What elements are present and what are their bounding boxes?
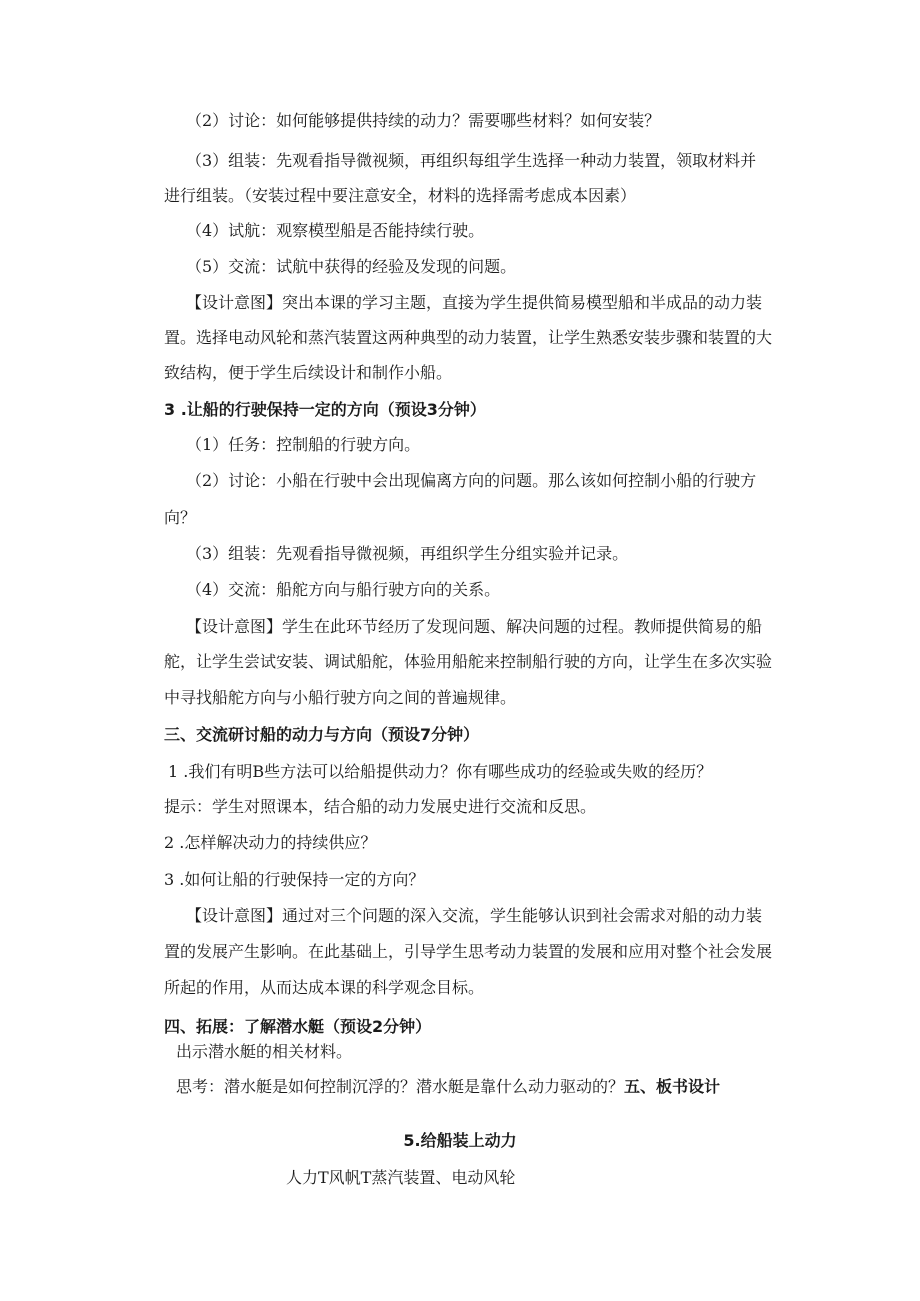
direction-discuss: （2）讨论：小船在行驶中会出现偏离方向的问题。那么该如何控制小船的行驶方 — [186, 471, 757, 490]
section-heading-five: 五、板书设计 — [624, 1077, 721, 1096]
direction-exchange: （4）交流：船舵方向与船行驶方向的关系。 — [186, 580, 501, 599]
thinking-question: 思考：潜水艇是如何控制沉浮的？潜水艇是靠什么动力驱动的？五、板书设计 — [176, 1077, 721, 1096]
question-1: 1 .我们有明B些方法可以给船提供动力？你有哪些成功的经验或失败的经历？ — [168, 762, 713, 781]
design-intent-3-cont: 置的发展产生影响。在此基础上，引导学生思考动力装置的发展和应用对整个社会发展 — [164, 942, 773, 961]
design-intent-3: 【设计意图】通过对三个问题的深入交流，学生能够认识到社会需求对船的动力装 — [186, 906, 763, 925]
direction-assemble: （3）组装：先观看指导微视频，再组织学生分组实验并记录。 — [186, 544, 629, 563]
design-intent-1-end: 致结构，便于学生后续设计和制作小船。 — [164, 363, 453, 382]
board-content: 人力T风帆T蒸汽装置、电动风轮 — [286, 1168, 516, 1187]
design-intent-1: 【设计意图】突出本课的学习主题，直接为学生提供简易模型船和半成品的动力装 — [186, 293, 763, 312]
step-assemble-cont: 进行组装。（安装过程中要注意安全，材料的选择需考虑成本因素） — [164, 186, 637, 205]
board-title: 5.给船装上动力 — [403, 1131, 517, 1150]
step-discuss: （2）讨论：如何能够提供持续的动力？需要哪些材料？如何安装？ — [186, 111, 661, 130]
question-3: 3 .如何让船的行驶保持一定的方向？ — [164, 870, 425, 889]
step-trial: （4）试航：观察模型船是否能持续行驶。 — [186, 221, 485, 240]
design-intent-1-cont: 置。选择电动风轮和蒸汽装置这两种典型的动力装置，让学生熟悉安装步骤和装置的大 — [164, 328, 773, 347]
hint: 提示：学生对照课本，结合船的动力发展史进行交流和反思。 — [164, 797, 597, 816]
design-intent-2-cont: 舵，让学生尝试安装、调试船舵，体验用船舵来控制船行驶的方向，让学生在多次实验 — [164, 652, 773, 671]
design-intent-2-end: 中寻找船舵方向与小船行驶方向之间的普遍规律。 — [164, 688, 517, 707]
design-intent-2: 【设计意图】学生在此环节经历了发现问题、解决问题的过程。教师提供简易的船 — [186, 617, 763, 636]
question-2: 2 .怎样解决动力的持续供应？ — [164, 833, 377, 852]
section-heading-three: 三、交流研讨船的动力与方向（预设7分钟） — [164, 725, 480, 744]
step-assemble: （3）组装：先观看指导微视频，再组织每组学生选择一种动力装置，领取材料并 — [186, 151, 757, 170]
direction-discuss-cont: 向？ — [164, 508, 197, 527]
section-heading-direction: 3 .让船的行驶保持一定的方向（预设3分钟） — [164, 400, 486, 419]
step-exchange: （5）交流：试航中获得的经验及发现的问题。 — [186, 257, 517, 276]
design-intent-3-end: 所起的作用，从而达成本课的科学观念目标。 — [164, 978, 485, 997]
material-note: 出示潜水艇的相关材料。 — [176, 1042, 353, 1061]
section-heading-four: 四、拓展：了解潜水艇（预设2分钟） — [164, 1017, 432, 1036]
direction-task: （1）任务：控制船的行驶方向。 — [186, 435, 421, 454]
